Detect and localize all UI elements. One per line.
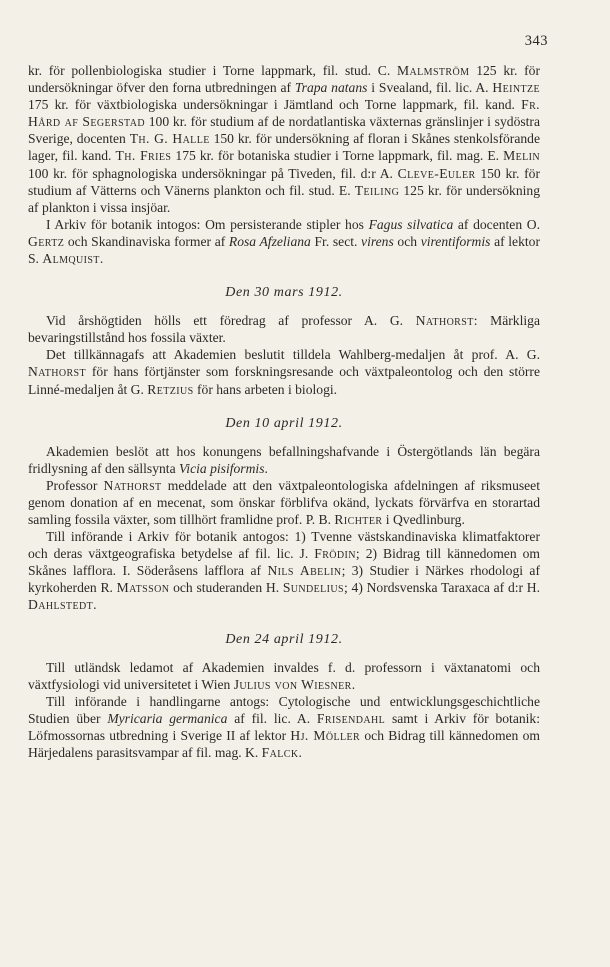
species-name: Rosa Afzeliana [228,233,311,249]
person-name: Gertz [28,233,65,249]
page-body [28,62,540,761]
person-name: Retzius [147,381,194,397]
person-name: Almquist [42,251,100,267]
section-date-heading: Den 10 april 1912. [225,415,343,431]
person-name: Nils Abelin [267,563,342,579]
page-number: 343 [524,33,548,49]
species-name: Fagus silvatica [368,216,454,232]
person-name: Hj. Möller [290,727,361,743]
paragraph-protection: Akademien beslöt att hos konungens befallningshafvande i Östergötlands län begära fridlysning af den sällsynta Vicia pisiformis. [28,443,540,476]
species-name: Vicia pisiformis [179,460,265,476]
paragraph-intro-grants: kr. för pollenbiologiska studier i Torne lappmark, fil. stud. C. Malmström 125 kr. för undersökningar öfver den forna utbredningen af Trapa natans i Svealand, fil. lic. A. Heintze 175 kr. för växtbiologiska undersökningar i Jämtland och Torne lappmark, fil. kand. Fr. Hård af Segerstad 100 kr. för studium af de nordatlantiska växternas gränslinjer i sydöstra Sverige, docenten Th. G. Halle 150 kr. för undersökning af floran i Skånes stenkolsförande lager, fil. kand. Th. Fries 175 kr. för botaniska studier i Torne lappmark, fil. mag. E. Melin 100 kr. för sphagnologiska undersökningar på Tiveden, fil. d:r A. Cleve-Euler 150 kr. för studium af Vätterns och Vänerns plankton och fil. stud. E. Teiling 125 kr. för undersökning af plankton i vissa insjöar. [28,63,541,215]
paragraph-donation: Professor Nathorst meddelade att den växtpaleontologiska afdelningen af riksmuseet genom donation af en mecenat, som önskar förblifva okänd, lyckats förvärfva en storartad samling fossila växter, som tillhört framlidne prof. P. B. Richter i Qvedlinburg. [28,477,540,527]
paragraph-arkiv-accepted: Till införande i Arkiv för botanik antogos: 1) Tvenne västskandinaviska klimatfaktorer och deras växtgeografiska betydelse af fil. lic. J. Frödin; 2) Bidrag till kännedomen om Skånes lafflora. I. Söderåsens lafflora af Nils Abelin; 3) Studier i Närkes rhodologi af kyrkoherden R. Matsson och studeranden H. Sundelius; 4) Nordsvenska Taraxaca af d:r H. Dahlstedt. [28,529,540,613]
person-name: Nathorst [415,313,474,329]
person-name: Teiling [354,182,400,198]
paragraph-arkiv-intro: I Arkiv för botanik intogos: Om persisterande stipler hos Fagus silvatica af docenten O. Gertz och Skandinaviska former af Rosa Afzeliana Fr. sect. virens och virentiformis af lektor S. Almquist. [28,216,540,267]
person-name: Nathorst [28,364,87,380]
species-name: virentiformis [420,233,491,249]
person-name: Dahlstedt [28,597,94,613]
person-name: Fr. Hård af Segerstad [28,97,540,130]
person-name: Sundelius [282,580,344,596]
person-name: Frödin [314,546,356,562]
species-name: Myricaria germanica [107,710,228,726]
section-date-heading: Den 24 april 1912. [225,631,343,647]
person-name: Th. Fries [115,148,172,164]
person-name: Matsson [116,580,170,596]
paragraph-lecture: Vid årshögtiden hölls ett föredrag af professor A. G. Nathorst: Märkliga bevaringstillstånd hos fossila växter. [28,313,540,346]
person-name: Nathorst [103,477,162,493]
section-date-heading: Den 30 mars 1912. [225,285,343,301]
person-name: Falck [261,745,299,760]
paragraph-medals: Det tillkännagafs att Akademien beslutit tilldela Wahlberg-medaljen åt prof. A. G. Nathorst för hans förtjänster som forskningsresande och växtpaleontolog och den större Linné-medaljen åt G. Retzius för hans arbeten i biologi. [28,347,540,397]
person-name: Cleve-Euler [397,165,476,181]
person-name: Richter [334,511,383,527]
person-name: Frisendahl [316,710,386,726]
person-name: Heintze [492,80,541,96]
person-name: Th. G. Halle [129,131,210,147]
paragraph-handlingar: Till införande i handlingarne antogs: Cytologische und entwicklungsgeschichtliche Studien über Myricaria germanica af fil. lic. A. Frisendahl samt i Arkiv för botanik: Löfmossornas utbredning i Sverige II af lektor Hj. Möller och Bidrag till kännedomen om Härjedalens parasitsvampar af fil. mag. K. Falck. [28,693,541,760]
person-name: Melin [503,148,540,164]
species-name: Trapa natans [294,80,368,96]
species-name: virens [361,233,394,249]
paragraph-foreign-member: Till utländsk ledamot af Akademien invaldes f. d. professorn i växtanatomi och växtfysiologi vid universitetet i Wien Julius von Wiesner. [28,659,540,692]
person-name: Julius von Wiesner [233,676,352,692]
person-name: Malmström [397,63,470,78]
